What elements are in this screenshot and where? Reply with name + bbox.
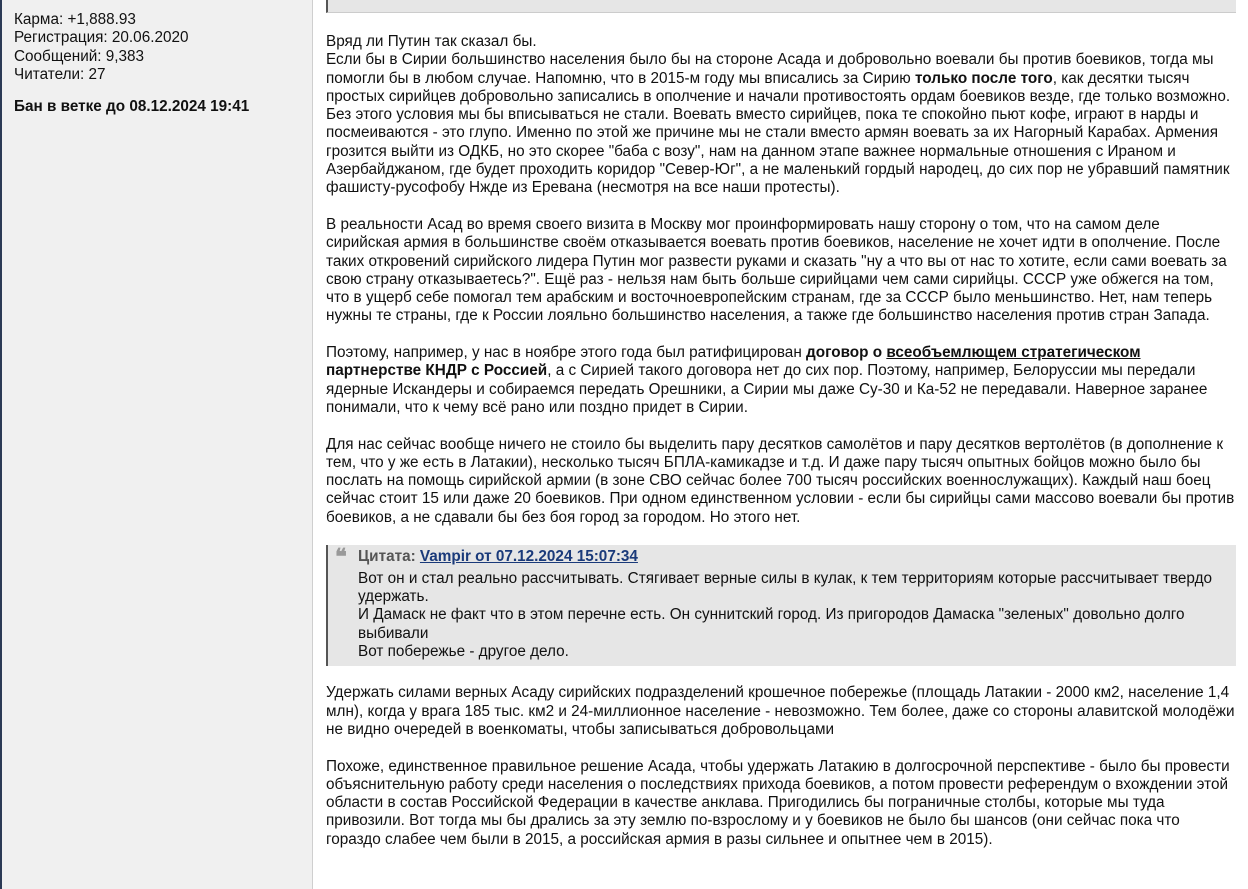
readers-count: Читатели: 27	[14, 65, 106, 83]
registration-date: Регистрация: 20.06.2020	[14, 29, 189, 47]
paragraph-4: Для нас сейчас вообще ничего не стоило бы выделить пару десятков самолётов и пару десятков вертолётов (в дополнение к тем, что у же есть в Латакии), несколько тысяч БПЛА-камикадзе и т.д. И даже пару тысяч опытных бойцов можно было бы послать на помощь сирийской армии (в зоне СВО сейчас более 700 тысяч российских военнослужащих). Каждый наш боец сейчас стоит 15 или даже 20 боевиков. При одном единственном условии - если бы сирийцы сами массово воевали бы против боевиков, а не сдавали бы без боя город за городом. Но этого нет.	[326, 435, 1235, 526]
quote-line: Вот побережье - другое дело.	[358, 642, 569, 660]
quote-header	[358, 548, 1226, 566]
quote-line: И Дамаск не факт что в этом перечне есть. Он суннитский город. Из пригородов Дамаска "зеленых" довольно долго выбивали	[358, 606, 1185, 642]
message-count: Сообщений: 9,383	[14, 47, 145, 65]
quote-block	[326, 545, 1236, 666]
karma: Карма: +1,888.93	[14, 11, 136, 28]
post-body	[326, 33, 1236, 867]
paragraph-2: В реальности Асад во время своего визита в Москву мог проинформировать нашу сторону о том, что на самом деле сирийская армия в большинстве своём отказывается воевать против боевиков, население не хочет идти в ополчение. После таких откровений сирийского лидера Путин мог развести руками и сказать "ну а что вы от нас то хотите, если сами воевать за свою страну отказываетесь?". Ещё раз - нельзя нам быть больше сирийцами чем сами сирийцы. СССР уже обжегся на том, что в ущерб себе помогал тем арабским и восточноевропейским странам, где за СССР было меньшинство. Нет, нам теперь нужны те страны, где к России лояльно большинство населения, а также где большинство населения против стран Запада.	[326, 215, 1227, 325]
paragraph-1: Вряд ли Путин так сказал бы. Если бы в Сирии большинство населения было бы на стороне Асада и добровольно воевали бы против боевиков, тогда мы помогли бы в любом случае. Напомню, что в 2015-м году мы вписались за Сирию только после того, как десятки тысяч простых сирийцев добровольно записались в ополчение и начали противостоять ордам боевиков везде, где только возможно. Без этого условия мы бы вписываться не стали. Воевать вместо сирийцев, пока те спокойно пьют кофе, играют в нарды и посмеиваются - это глупо. Именно по этой же причине мы не стали вместо армян воевать за их Нагорный Карабах. Армения грозится выйти из ОДКБ, но это скорее "баба с возу", нам на данном этапе важнее нормальные отношения с Ираном и Азербайджаном, где будет проходить коридор "Север-Юг", а не маленький гордый народец, до сих пор не убравший памятник фашисту-русофобу Нжде из Еревана (несмотря на все наши протесты).	[326, 33, 1231, 197]
quote-icon: ❝	[335, 544, 347, 571]
treaty-link[interactable]: всеобъемлющем стратегическом	[886, 344, 1141, 362]
paragraph-5: Удержать силами верных Асаду сирийских подразделений крошечное побережье (площадь Латакии - 2000 км2, население 1,4 млн), когда у врага 185 тыс. км2 и 24-миллионное население - невозможно. Тем более, даже со стороны алавитской молодёжи не видно очередей в военкоматы, чтобы записываться добровольцами	[326, 684, 1235, 738]
user-info	[14, 11, 249, 116]
quote-author-link[interactable]: Vampir от 07.12.2024 15:07:34	[419, 548, 638, 566]
paragraph-6: Похоже, единственное правильное решение Асада, чтобы удержать Латакию в долгосрочной перспективе - было бы провести объяснительную работу среди населения о последствиях прихода боевиков, а потом провести референдум о вхождении этой области в состав Российской Федерации в качестве анклава. Пригодились бы пограничные столбы, которые мы туда привозили. Вот тогда мы бы дрались за эту землю по-взрослому и у боевиков не было бы шансов (они сейчас пока что гораздо слабее чем были в 2015, а российская армия в разы сильнее и опытнее чем в 2015).	[326, 757, 1230, 848]
paragraph-3: Поэтому, например, у нас в ноябре этого года был ратифицирован договор о всеобъемлющем стратегическом партнерстве КНДР с Россией, а с Сирией такого договора нет до сих пор. Поэтому, например, Белоруссии мы передали ядерные Искандеры и собираемся передать Орешники, а Сирии мы даже Су-30 и Ка-52 не передавали. Наверное заранее понимали, что к чему всё рано или поздно придет в Сирии.	[326, 344, 1208, 416]
paragraph-1-intro: Вряд ли Путин так сказал бы.	[326, 33, 537, 50]
quote-line: Вот он и стал реально рассчитывать. Стягивает верные силы в кулак, к тем территориям которые рассчитывает твердо удержать.	[358, 569, 1213, 605]
sidebar-edge	[0, 0, 2, 889]
previous-quote-box	[326, 0, 1236, 13]
author-sidebar	[0, 0, 313, 889]
quote-label: Цитата:	[358, 548, 420, 566]
emphasis: только после того	[915, 69, 1053, 87]
ban-notice: Бан в ветке до 08.12.2024 19:41	[14, 98, 250, 116]
